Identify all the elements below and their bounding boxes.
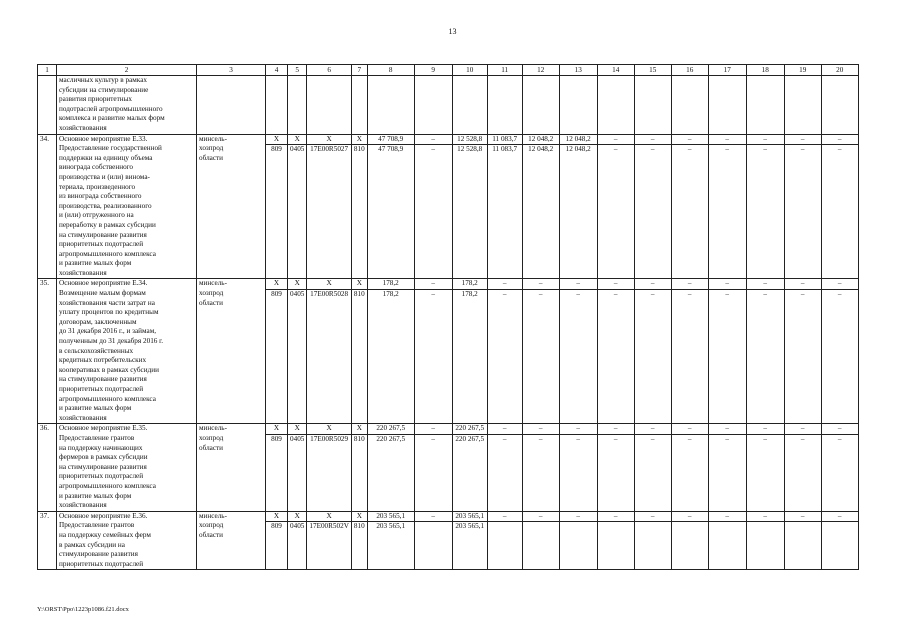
table-row-continued	[38, 76, 859, 135]
value-cell: –	[821, 434, 858, 511]
row-number-cell: 35.	[38, 279, 57, 424]
value-cell: 0405	[288, 434, 307, 511]
value-cell: –	[746, 424, 784, 435]
description-line: хозяйствования	[59, 413, 107, 422]
value-cell: –	[746, 279, 784, 290]
description-line: приоритетных подотраслей	[59, 385, 144, 393]
value-cell	[522, 522, 559, 570]
value-cell: 810	[351, 434, 367, 511]
value-cell: –	[671, 434, 708, 511]
value-cell: 12 048,2	[522, 145, 559, 279]
value-cell: –	[597, 145, 634, 279]
empty-cell	[671, 76, 708, 135]
value-cell: Х	[307, 134, 352, 145]
empty-cell	[784, 76, 821, 135]
value-cell: –	[784, 290, 821, 424]
description-cell	[57, 511, 197, 570]
description-line: поддержки на единицу объема	[59, 153, 153, 162]
value-cell: 220 267,5	[452, 434, 487, 511]
value-cell: –	[487, 290, 522, 424]
executor-line: хозпрод	[199, 144, 224, 153]
value-cell: 810	[351, 145, 367, 279]
empty-cell	[288, 76, 307, 135]
value-cell	[708, 522, 746, 570]
value-cell: 178,2	[452, 290, 487, 424]
value-cell: 17Е00R5029	[307, 434, 352, 511]
value-cell: –	[821, 134, 858, 145]
empty-cell	[452, 76, 487, 135]
value-cell: –	[784, 279, 821, 290]
value-cell: 0405	[288, 522, 307, 570]
executor-line: хозпрод	[199, 433, 224, 442]
value-cell: –	[671, 424, 708, 435]
value-cell: –	[708, 279, 746, 290]
empty-cell	[487, 76, 522, 135]
executor-line: области	[199, 298, 224, 307]
value-cell: –	[559, 434, 597, 511]
value-cell: 809	[266, 290, 288, 424]
description-line: приоритетных подотраслей	[59, 472, 144, 481]
column-header-6: 6	[307, 65, 352, 76]
value-cell: –	[414, 279, 452, 290]
value-cell: –	[634, 134, 671, 145]
description-line: на поддержку семейных ферм	[59, 530, 151, 539]
description-line: агропромышленного комплекса	[59, 394, 156, 403]
value-cell: 11 083,7	[487, 134, 522, 145]
value-cell	[784, 522, 821, 570]
value-cell	[559, 522, 597, 570]
value-cell	[746, 522, 784, 570]
value-cell: –	[708, 434, 746, 511]
value-cell: –	[597, 134, 634, 145]
executor-line: хозпрод	[199, 289, 224, 298]
row-number-cell: 34.	[38, 134, 57, 279]
value-cell: –	[746, 290, 784, 424]
table-row	[38, 279, 859, 290]
value-cell: –	[634, 145, 671, 279]
row-number-cell	[38, 76, 57, 135]
value-cell: –	[414, 290, 452, 424]
description-line: в рамках субсидии на	[59, 540, 125, 549]
value-cell: 47 708,9	[367, 134, 414, 145]
value-cell: –	[634, 290, 671, 424]
file-path-footer: Y:\ORST\Ppo\1223p1086.f21.docx	[37, 606, 129, 613]
column-header-20: 20	[821, 65, 858, 76]
empty-cell	[597, 76, 634, 135]
description-line: Возмещение малым формам	[59, 289, 146, 298]
value-cell: Х	[266, 279, 288, 290]
value-cell: Х	[307, 511, 352, 522]
description-line: на стимулирование развития	[59, 375, 147, 384]
value-cell: –	[522, 424, 559, 435]
value-cell: 11 083,7	[487, 145, 522, 279]
value-cell: –	[597, 279, 634, 290]
empty-cell	[414, 76, 452, 135]
value-cell: 12 528,8	[452, 134, 487, 145]
description-line: масличных культур в рамках	[59, 76, 147, 84]
description-line: в сельскохозяйственных	[59, 346, 134, 355]
executor-cell	[197, 511, 266, 570]
value-cell: Х	[351, 511, 367, 522]
value-cell: –	[746, 511, 784, 522]
value-cell: –	[634, 279, 671, 290]
column-header-12: 12	[522, 65, 559, 76]
description-line: хозяйствования	[59, 501, 107, 510]
value-cell: 203 565,1	[367, 511, 414, 522]
value-cell	[597, 522, 634, 570]
description-line: агропромышленного комплекса	[59, 249, 156, 258]
executor-line: хозпрод	[199, 521, 224, 530]
description-line: подотраслей агропромышленного	[59, 104, 163, 113]
description-line: развития приоритетных	[59, 95, 133, 104]
description-line: производства, реализованного	[59, 201, 152, 210]
value-cell: –	[522, 279, 559, 290]
description-line: договорам, заключенным	[59, 317, 137, 326]
value-cell: 220 267,5	[367, 434, 414, 511]
value-cell: Х	[288, 279, 307, 290]
description-line: кредитных потребительских	[59, 356, 147, 365]
empty-cell	[559, 76, 597, 135]
value-cell: 809	[266, 434, 288, 511]
description-line: кооперативах в рамках субсидии	[59, 365, 159, 374]
value-cell	[634, 522, 671, 570]
executor-cell	[197, 424, 266, 511]
empty-cell	[746, 76, 784, 135]
value-cell: –	[414, 511, 452, 522]
value-cell: –	[821, 279, 858, 290]
value-cell: –	[414, 424, 452, 435]
value-cell: –	[708, 511, 746, 522]
value-cell: Х	[266, 134, 288, 145]
description-cell	[57, 76, 197, 135]
value-cell: Х	[266, 424, 288, 435]
description-line: до 31 декабря 2016 г., и займам,	[59, 327, 157, 336]
value-cell: Х	[307, 424, 352, 435]
value-cell: –	[708, 424, 746, 435]
description-line: на стимулирование развития	[59, 230, 147, 239]
value-cell: –	[746, 434, 784, 511]
value-cell: 809	[266, 522, 288, 570]
value-cell: 47 708,9	[367, 145, 414, 279]
value-cell: –	[414, 434, 452, 511]
value-cell: –	[522, 290, 559, 424]
description-line: комплекса и развитие малых форм	[59, 114, 165, 123]
description-line: Основное мероприятие Е.35.	[59, 424, 148, 433]
description-line: фермеров в рамках субсидии	[59, 453, 148, 462]
value-cell: 0405	[288, 145, 307, 279]
value-cell: –	[671, 290, 708, 424]
empty-cell	[708, 76, 746, 135]
value-cell: Х	[351, 134, 367, 145]
description-line: винограда собственного	[59, 163, 134, 172]
value-cell: –	[708, 145, 746, 279]
value-cell: –	[487, 279, 522, 290]
value-cell: 12 528,8	[452, 145, 487, 279]
value-cell: –	[559, 511, 597, 522]
value-cell: –	[634, 434, 671, 511]
value-cell: Х	[288, 511, 307, 522]
row-number-cell: 37.	[38, 511, 57, 570]
value-cell: 810	[351, 522, 367, 570]
value-cell: –	[559, 290, 597, 424]
value-cell	[821, 522, 858, 570]
value-cell: –	[821, 511, 858, 522]
column-header-14: 14	[597, 65, 634, 76]
value-cell: –	[487, 434, 522, 511]
table-row	[38, 424, 859, 435]
description-line: и (или) отгруженного на	[59, 211, 134, 220]
value-cell	[487, 522, 522, 570]
value-cell: –	[784, 134, 821, 145]
value-cell: –	[784, 434, 821, 511]
value-cell: –	[597, 434, 634, 511]
value-cell: –	[708, 134, 746, 145]
executor-line: области	[199, 153, 224, 162]
table-row	[38, 511, 859, 522]
column-header-8: 8	[367, 65, 414, 76]
description-line: субсидии на стимулирование	[59, 85, 149, 94]
value-cell: Х	[351, 279, 367, 290]
value-cell: –	[634, 511, 671, 522]
description-line: и развитие малых форм	[59, 404, 132, 413]
value-cell: –	[487, 511, 522, 522]
description-line: Предоставление государственной	[59, 144, 162, 153]
empty-cell	[197, 76, 266, 135]
value-cell: 809	[266, 145, 288, 279]
description-line: и развитие малых форм	[59, 259, 132, 268]
value-cell: 220 267,5	[452, 424, 487, 435]
value-cell: Х	[307, 279, 352, 290]
description-line: и развитие малых форм	[59, 491, 132, 500]
value-cell: –	[708, 290, 746, 424]
value-cell: –	[559, 424, 597, 435]
executor-cell	[197, 134, 266, 279]
page-number: 13	[448, 27, 457, 36]
empty-cell	[351, 76, 367, 135]
value-cell: –	[634, 424, 671, 435]
description-line: переработку в рамках субсидии	[59, 220, 156, 229]
value-cell: –	[784, 424, 821, 435]
description-line: хозяйствования части затрат на	[59, 298, 155, 307]
value-cell: 12 048,2	[559, 134, 597, 145]
table-row	[38, 134, 859, 145]
value-cell: 810	[351, 290, 367, 424]
value-cell: –	[414, 134, 452, 145]
value-cell: –	[597, 424, 634, 435]
description-line: полученным до 31 декабря 2016 г.	[59, 337, 164, 346]
column-header-9: 9	[414, 65, 452, 76]
executor-cell	[197, 279, 266, 424]
description-line: уплату процентов по кредитным	[59, 308, 159, 317]
description-line: Предоставление грантов	[59, 521, 135, 530]
value-cell: 203 565,1	[367, 522, 414, 570]
description-cell	[57, 424, 197, 511]
executor-line: минсель-	[199, 134, 227, 143]
description-line: приоритетных подотраслей	[59, 240, 144, 249]
value-cell: Х	[351, 424, 367, 435]
column-header-11: 11	[487, 65, 522, 76]
empty-cell	[634, 76, 671, 135]
value-cell: Х	[288, 134, 307, 145]
value-cell: 17Е00R502V	[307, 522, 352, 570]
column-header-7: 7	[351, 65, 367, 76]
executor-line: минсель-	[199, 279, 227, 288]
value-cell: 12 048,2	[522, 134, 559, 145]
value-cell: 178,2	[367, 290, 414, 424]
value-cell: –	[671, 511, 708, 522]
executor-line: области	[199, 443, 224, 452]
value-cell: –	[671, 134, 708, 145]
description-cell	[57, 279, 197, 424]
value-cell: 178,2	[367, 279, 414, 290]
value-cell: –	[522, 434, 559, 511]
value-cell	[671, 522, 708, 570]
empty-cell	[266, 76, 288, 135]
column-header-15: 15	[634, 65, 671, 76]
executor-line: минсель-	[199, 424, 227, 433]
value-cell: –	[487, 424, 522, 435]
value-cell: –	[821, 424, 858, 435]
column-header-1: 1	[38, 65, 57, 76]
column-header-16: 16	[671, 65, 708, 76]
value-cell: –	[671, 145, 708, 279]
value-cell: –	[597, 290, 634, 424]
value-cell: –	[559, 279, 597, 290]
empty-cell	[367, 76, 414, 135]
description-line: стимулирование развития	[59, 550, 138, 559]
value-cell	[414, 522, 452, 570]
empty-cell	[821, 76, 858, 135]
description-line: из винограда собственного	[59, 192, 142, 201]
description-line: на поддержку начинающих	[59, 443, 143, 452]
description-line: хозяйствования	[59, 123, 107, 132]
value-cell: 17Е00R5028	[307, 290, 352, 424]
column-header-13: 13	[559, 65, 597, 76]
value-cell: Х	[288, 424, 307, 435]
description-line: агропромышленного комплекса	[59, 481, 156, 490]
value-cell: 12 048,2	[559, 145, 597, 279]
column-header-2: 2	[57, 65, 197, 76]
value-cell: –	[671, 279, 708, 290]
program-table	[37, 64, 859, 570]
value-cell: 220 267,5	[367, 424, 414, 435]
column-header-5: 5	[288, 65, 307, 76]
value-cell: –	[821, 290, 858, 424]
empty-cell	[307, 76, 352, 135]
value-cell: 203 565,1	[452, 522, 487, 570]
column-header-10: 10	[452, 65, 487, 76]
column-header-17: 17	[708, 65, 746, 76]
value-cell: –	[746, 145, 784, 279]
value-cell: –	[821, 145, 858, 279]
description-line: на стимулирование развития	[59, 462, 147, 471]
description-line: приоритетных подотраслей	[59, 559, 144, 568]
row-number-cell: 36.	[38, 424, 57, 511]
value-cell: –	[414, 145, 452, 279]
description-line: Основное мероприятие Е.34.	[59, 279, 148, 288]
column-header-3: 3	[197, 65, 266, 76]
value-cell: –	[522, 511, 559, 522]
value-cell: –	[597, 511, 634, 522]
column-header-4: 4	[266, 65, 288, 76]
empty-cell	[522, 76, 559, 135]
value-cell: Х	[266, 511, 288, 522]
value-cell: 0405	[288, 290, 307, 424]
value-cell: 203 565,1	[452, 511, 487, 522]
description-line: производства и (или) виномa-	[59, 172, 150, 181]
description-cell	[57, 134, 197, 279]
value-cell: –	[784, 511, 821, 522]
description-line: Основное мероприятие Е.36.	[59, 511, 148, 520]
description-line: Основное мероприятие Е.33.	[59, 134, 148, 143]
executor-line: области	[199, 530, 224, 539]
column-header-19: 19	[784, 65, 821, 76]
description-line: териала, произведенного	[59, 182, 136, 191]
value-cell: –	[784, 145, 821, 279]
value-cell: 17Е00R5027	[307, 145, 352, 279]
description-line: хозяйствования	[59, 268, 107, 277]
executor-line: минсель-	[199, 511, 227, 520]
column-header-18: 18	[746, 65, 784, 76]
value-cell: 178,2	[452, 279, 487, 290]
description-line: Предоставление грантов	[59, 433, 135, 442]
value-cell: –	[746, 134, 784, 145]
